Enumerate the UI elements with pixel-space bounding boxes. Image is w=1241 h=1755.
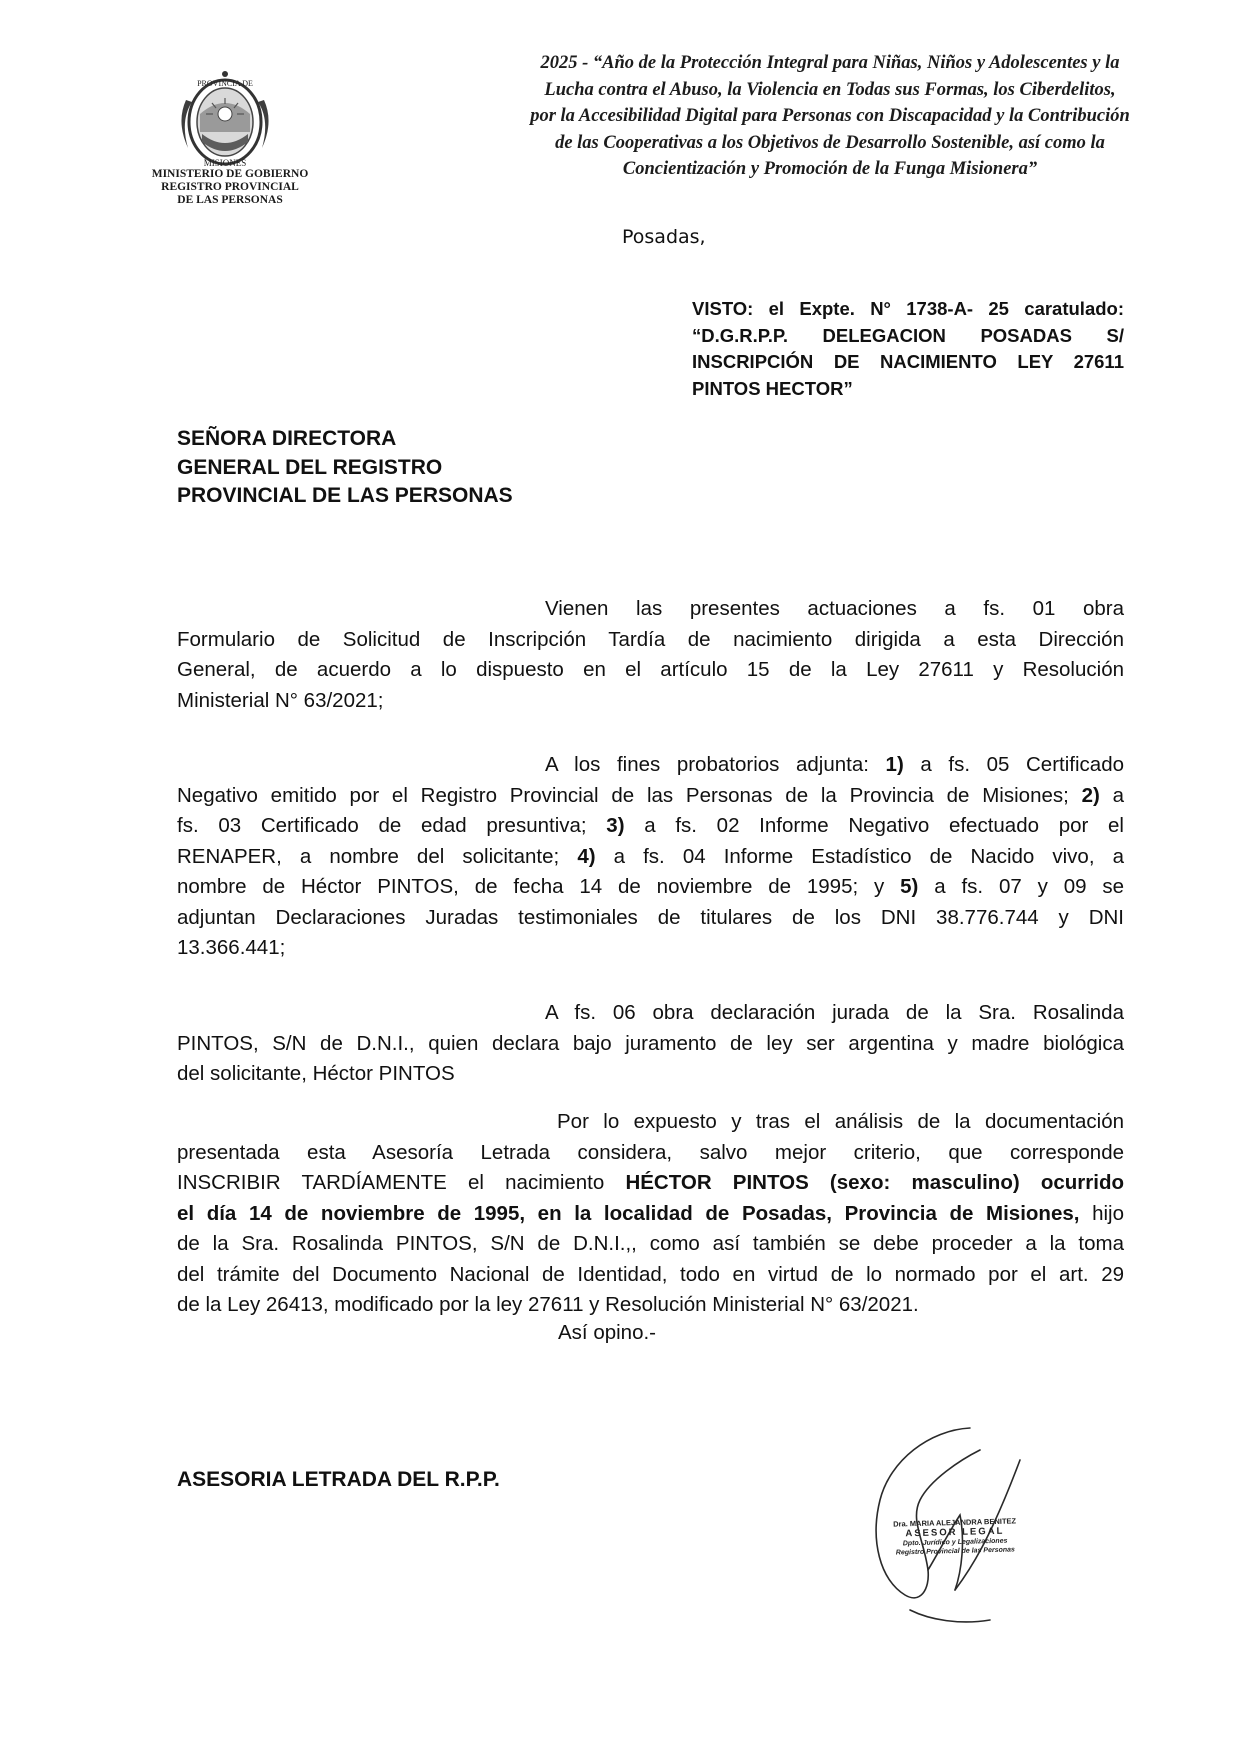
text-run: a fs. 04 Informe Estadístico de Nacido vivo, a: [595, 844, 1124, 868]
ministry-line: REGISTRO PROVINCIAL: [161, 181, 299, 193]
paragraph-line: A fs. 06 obra declaración jurada de la Sra. Rosalinda: [545, 1001, 1124, 1024]
paragraph-line: adjuntan Declaraciones Juradas testimoniales de titulares de los DNI 38.776.744 y DNI: [177, 905, 1124, 929]
text-run: hijo: [1079, 1201, 1124, 1225]
stamp-line: ASESOR LEGAL: [905, 1525, 1005, 1540]
place-date: Posadas,: [622, 226, 706, 248]
paragraph-line: 13.366.441;: [177, 936, 286, 959]
text-run: a fs. 07 y 09 se: [918, 875, 1124, 898]
addressee: [177, 425, 513, 511]
text-run: A los fines probatorios adjunta:: [545, 753, 886, 776]
paragraph-line: Por lo expuesto y tras el análisis de la documentación: [557, 1110, 1124, 1133]
paragraph-line: Formulario de Solicitud de Inscripción Tardía de nacimiento dirigida a esta Dirección: [177, 627, 1124, 651]
seal-top-text: PROVINCIA DE: [197, 79, 253, 88]
paragraph-1: [177, 594, 1124, 716]
item-number: 3): [606, 814, 625, 837]
motto-line: Concientización y Promoción de la Funga Misionera”: [622, 159, 1038, 179]
seal-bottom-text: MISIONES: [203, 158, 247, 168]
paragraph-3: [177, 998, 1124, 1090]
paragraph-line: Ministerial N° 63/2021;: [177, 688, 384, 712]
paragraph-line: [177, 872, 1124, 903]
paragraph-line: [177, 1168, 1124, 1199]
paragraph-line: [177, 750, 1124, 781]
stamp-line: Dpto. Jurídico y Legalizaciones: [902, 1537, 1008, 1548]
paragraph-2: [177, 750, 1124, 964]
item-number: 4): [577, 844, 596, 868]
paragraph-line: [177, 842, 1124, 873]
text-run: INSCRIBIR TARDÍAMENTE el nacimiento: [177, 1171, 626, 1194]
text-run: a: [1099, 783, 1124, 807]
paragraph-line: de la Sra. Rosalinda PINTOS, S/N de D.N.I.,, como así también se debe proceder a la toma: [177, 1232, 1124, 1255]
paragraph-line: PINTOS, S/N de D.N.I., quien declara bajo juramento de ley ser argentina y madre biológica: [177, 1031, 1124, 1055]
motto-line: de las Cooperativas a los Objetivos de Desarrollo Sostenible, así como la: [555, 132, 1105, 153]
signer-name: ASESORIA LETRADA DEL R.P.P.: [177, 1468, 500, 1491]
year-motto: [480, 50, 1180, 183]
visto-line: VISTO: el Expte. N° 1738-A- 25 caratulado:: [692, 298, 1124, 319]
official-stamp: [880, 1516, 1031, 1558]
addressee-line: GENERAL DEL REGISTRO: [177, 455, 443, 479]
paragraph-line: del solicitante, Héctor PINTOS: [177, 1062, 455, 1085]
ministry-name-block: [130, 168, 330, 207]
text-run: a fs. 05 Certificado: [903, 753, 1124, 776]
paragraph-line: General, de acuerdo a lo dispuesto en el artículo 15 de la Ley 27611 y Resolución: [177, 658, 1124, 681]
text-run: a fs. 02 Informe Negativo efectuado por el: [624, 814, 1124, 837]
paragraph-line: del trámite del Documento Nacional de Identidad, todo en virtud de lo normado por el art. 29: [177, 1262, 1124, 1286]
visto-line: “D.G.R.P.P. DELEGACION POSADAS S/: [692, 324, 1124, 346]
addressee-line: SEÑORA DIRECTORA: [177, 427, 397, 450]
bold-text-run: el día 14 de noviembre de 1995, en la localidad de Posadas, Provincia de Misiones,: [177, 1201, 1080, 1225]
ministry-line: MINISTERIO DE GOBIERNO: [151, 168, 309, 180]
addressee-line: PROVINCIAL DE LAS PERSONAS: [177, 484, 513, 507]
ministry-line: DE LAS PERSONAS: [177, 194, 283, 206]
item-number: 2): [1081, 783, 1100, 807]
paragraph-4: [177, 1107, 1124, 1321]
visto-reference: [692, 296, 1124, 402]
bold-text-run: HÉCTOR PINTOS (sexo: masculino) ocurrido: [625, 1171, 1124, 1194]
text-run: Negativo emitido por el Registro Provincial de las Personas de la Provincia de Misiones;: [177, 783, 1082, 807]
text-run: RENAPER, a nombre del solicitante;: [177, 844, 578, 868]
paragraph-line: [177, 1199, 1124, 1230]
motto-line: 2025 - “Año de la Protección Integral para Niñas, Niños y Adolescentes y la: [540, 53, 1120, 73]
visto-line: PINTOS HECTOR”: [692, 377, 853, 399]
paragraph-line: de la Ley 26413, modificado por la ley 27611 y Resolución Ministerial N° 63/2021.: [177, 1293, 919, 1316]
closing-phrase: Así opino.-: [558, 1321, 656, 1344]
motto-line: Lucha contra el Abuso, la Violencia en Todas sus Formas, los Ciberdelitos,: [544, 79, 1116, 100]
motto-line: por la Accesibilidad Digital para Personas con Discapacidad y la Contribución: [530, 106, 1130, 126]
paragraph-line: [177, 781, 1124, 812]
paragraph-line: presentada esta Asesoría Letrada considera, salvo mejor criterio, que corresponde: [177, 1140, 1124, 1164]
province-seal-logo: [170, 70, 280, 170]
paragraph-line: Vienen las presentes actuaciones a fs. 01 obra: [545, 597, 1124, 620]
stamp-line: Dra. MARIA ALEJANDRA BENITEZ: [893, 1516, 1017, 1529]
text-run: nombre de Héctor PINTOS, de fecha 14 de noviembre de 1995; y: [177, 875, 901, 898]
text-run: fs. 03 Certificado de edad presuntiva;: [177, 814, 607, 837]
item-number: 5): [900, 875, 919, 898]
item-number: 1): [885, 753, 904, 776]
stamp-line: Registro Provincial de las Personas: [895, 1546, 1015, 1557]
paragraph-line: [177, 811, 1124, 842]
visto-line: INSCRIPCIÓN DE NACIMIENTO LEY 27611: [692, 351, 1124, 372]
